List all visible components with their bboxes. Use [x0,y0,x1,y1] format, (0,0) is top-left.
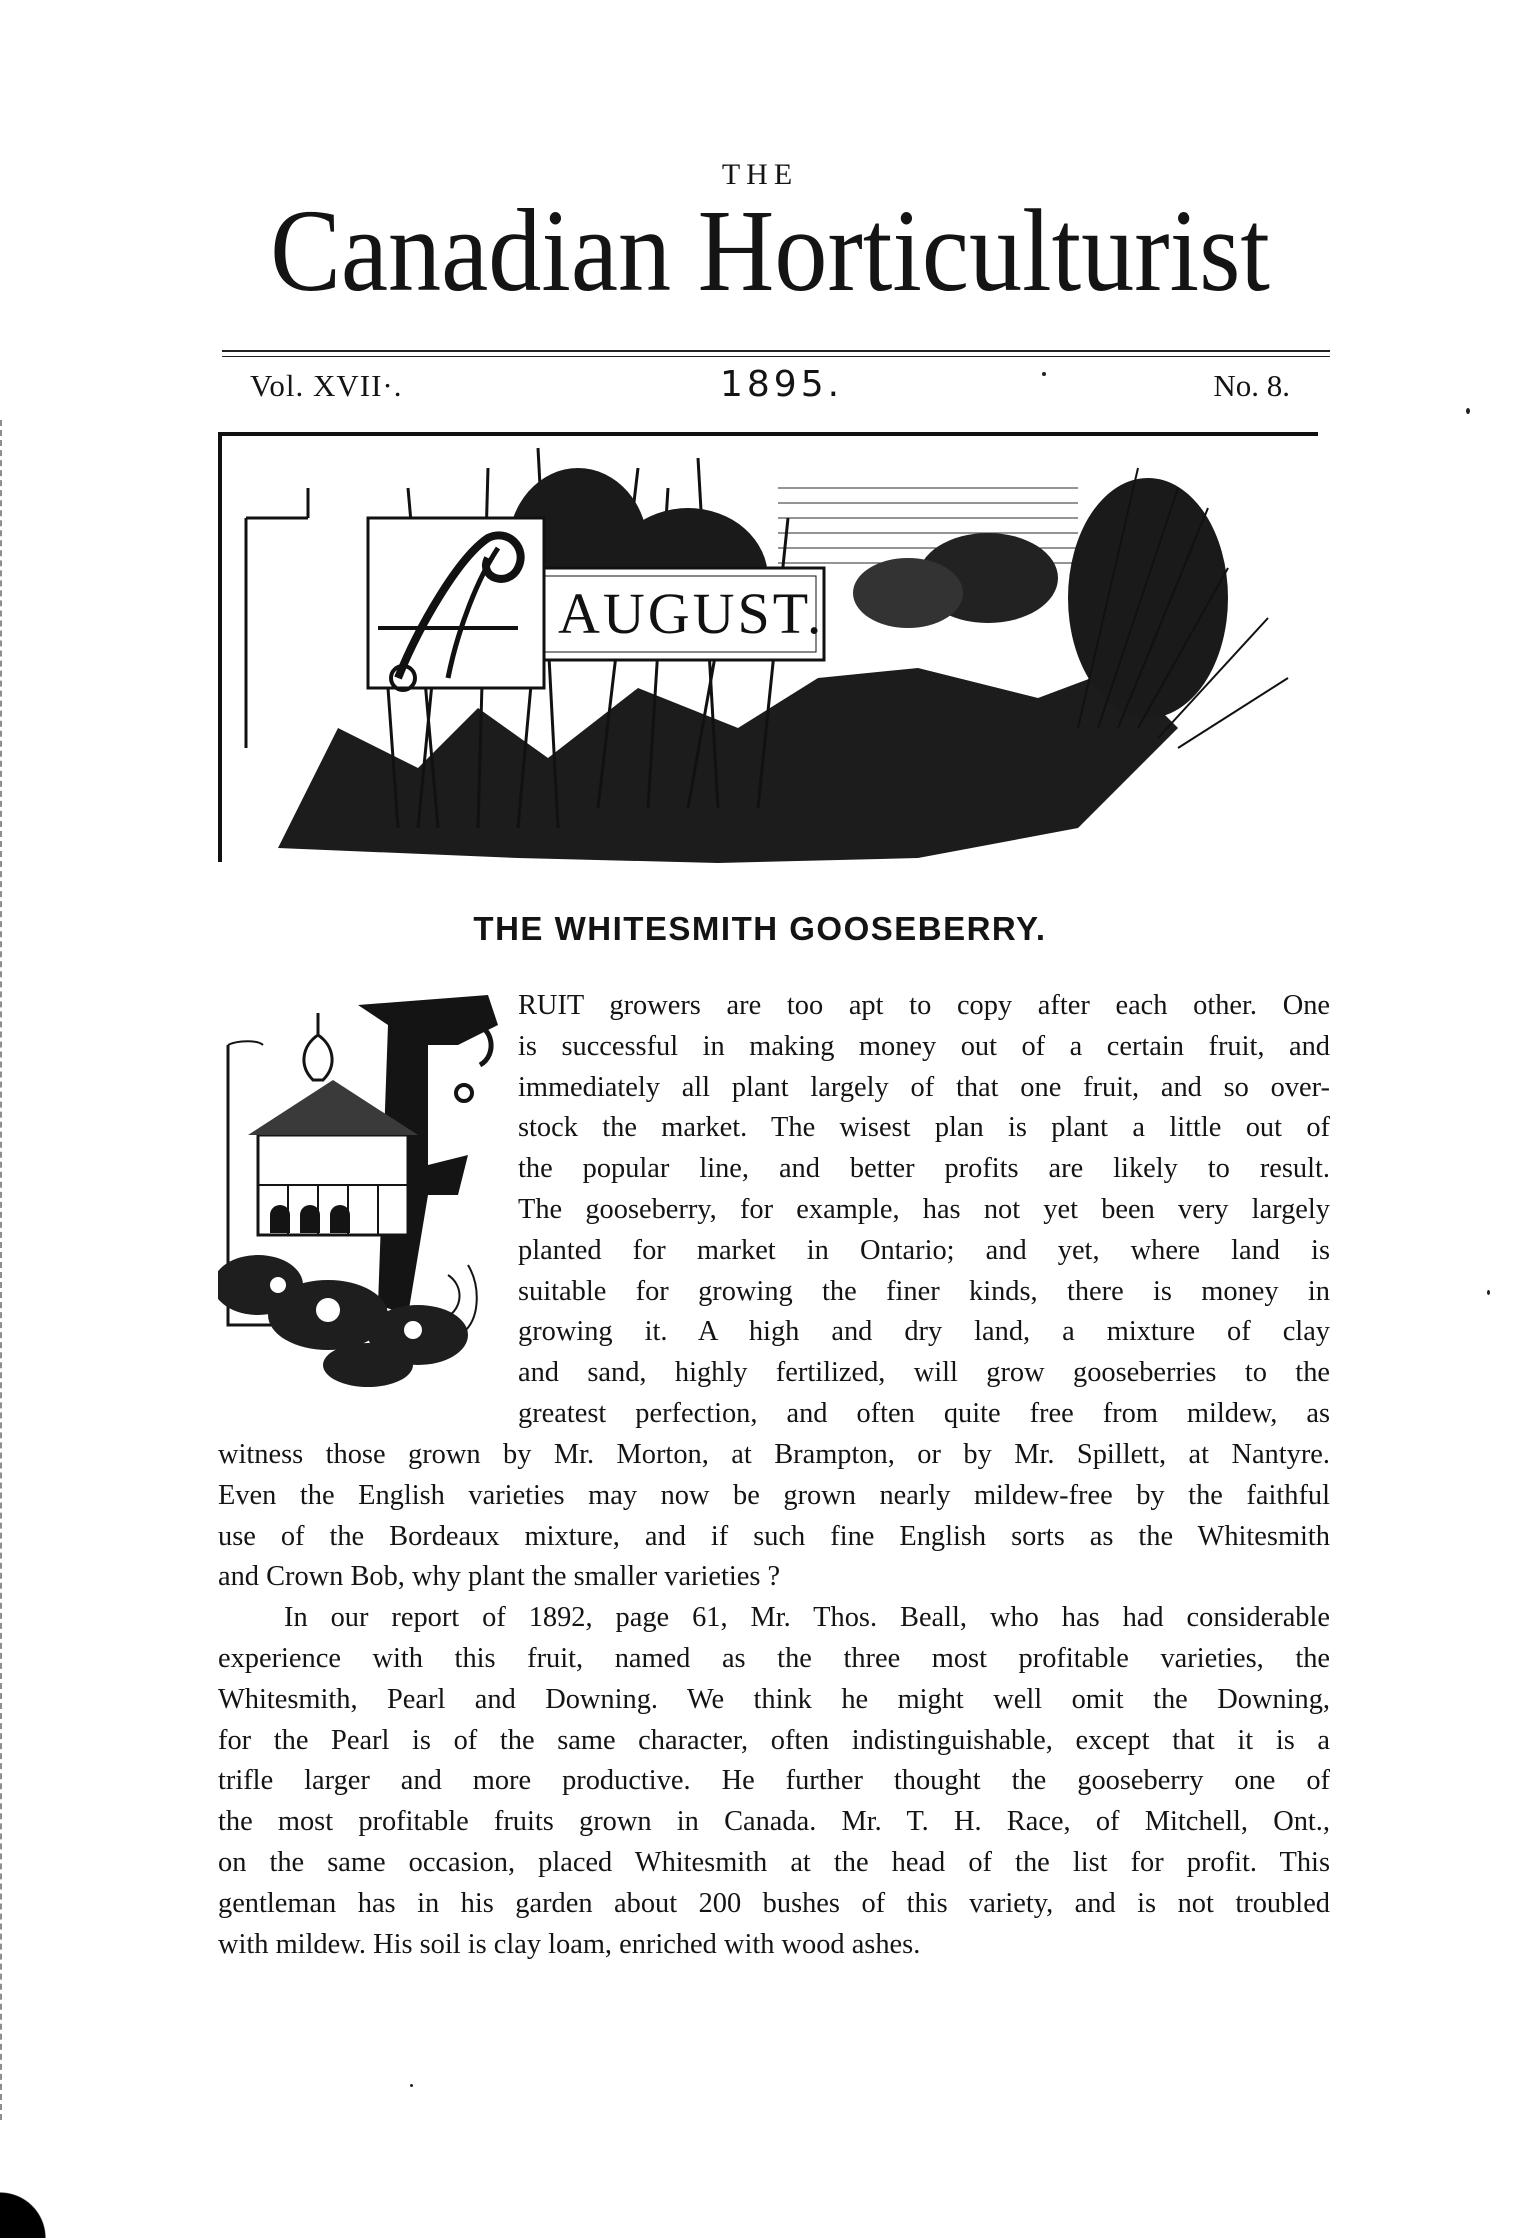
text-line: on the same occasion, placed Whitesmith at the head of the list for profit. This [218,1846,1330,1878]
text-line: Even the English varieties may now be grown nearly mildew-free by the faithful [218,1479,1330,1511]
drop-cap-illustration [218,985,508,1395]
text-line: with mildew. His soil is clay loam, enriched with wood ashes. [218,1928,921,1960]
text-line: trifle larger and more productive. He further thought the gooseberry one of [218,1765,1330,1797]
banner-month-label: AUGUST. [558,581,825,646]
text-line: gentleman has in his garden about 200 bushes of this variety, and is not troubled [218,1887,1330,1919]
text-line: experience with this fruit, named as the three most profitable varieties, the [218,1642,1330,1674]
text-line: and sand, highly fertilized, will grow gooseberries to the [518,1357,1330,1389]
scan-speck [1487,1290,1490,1295]
issue-number: No. 8. [1213,368,1290,403]
text-line: In our report of 1892, page 61, Mr. Thos. Beall, who has had considerable [284,1602,1330,1634]
august-banner [218,428,1330,868]
issue-line [250,364,1310,408]
volume-number: Vol. XVII·. [250,368,403,403]
text-line: is successful in making money out of a certain fruit, and [518,1030,1330,1062]
text-line: RUIT growers are too apt to copy after each other. One [518,990,1330,1021]
scan-speck [1466,408,1470,414]
drop-cap-f-house-illustration-icon [218,985,508,1395]
text-line: suitable for growing the finer kinds, there is money in [518,1275,1330,1307]
text-line: immediately all plant largely of that one fruit, and so over- [518,1071,1330,1103]
text-line: the popular line, and better profits are likely to result. [518,1153,1330,1185]
text-line: the most profitable fruits grown in Canada. Mr. T. H. Race, of Mitchell, Ont., [218,1806,1330,1838]
masthead-rule-thin [222,356,1330,357]
issue-year: 1895. [720,364,844,405]
article-opening-paragraph [518,986,1330,1435]
masthead-title: Canadian Horticulturist [270,185,1270,316]
binding-edge [0,420,5,2120]
text-line: stock the market. The wisest plan is plant a little out of [518,1112,1330,1144]
scan-speck [410,2084,413,2087]
text-line: The gooseberry, for example, has not yet been very largely [518,1193,1330,1225]
article-body [218,1435,1330,1965]
page-corner-shadow [0,2168,70,2238]
august-landscape-illustration-icon [218,428,1330,868]
article-title: THE WHITESMITH GOOSEBERRY. [473,910,1047,947]
masthead-the: THE [721,158,799,191]
text-line: Whitesmith, Pearl and Downing. We think he might well omit the Downing, [218,1683,1330,1715]
text-line: and Crown Bob, why plant the smaller varieties ? [218,1561,781,1593]
text-line: for the Pearl is of the same character, often indistinguishable, except that it is a [218,1724,1330,1756]
text-line: growing it. A high and dry land, a mixture of clay [518,1316,1330,1348]
text-line: planted for market in Ontario; and yet, where land is [518,1234,1330,1266]
masthead-rule-top [222,350,1330,352]
text-line: witness those grown by Mr. Morton, at Brampton, or by Mr. Spillett, at Nantyre. [218,1439,1330,1470]
text-line: greatest perfection, and often quite free from mildew, as [518,1397,1330,1429]
text-line: use of the Bordeaux mixture, and if such fine English sorts as the Whitesmith [218,1520,1330,1552]
